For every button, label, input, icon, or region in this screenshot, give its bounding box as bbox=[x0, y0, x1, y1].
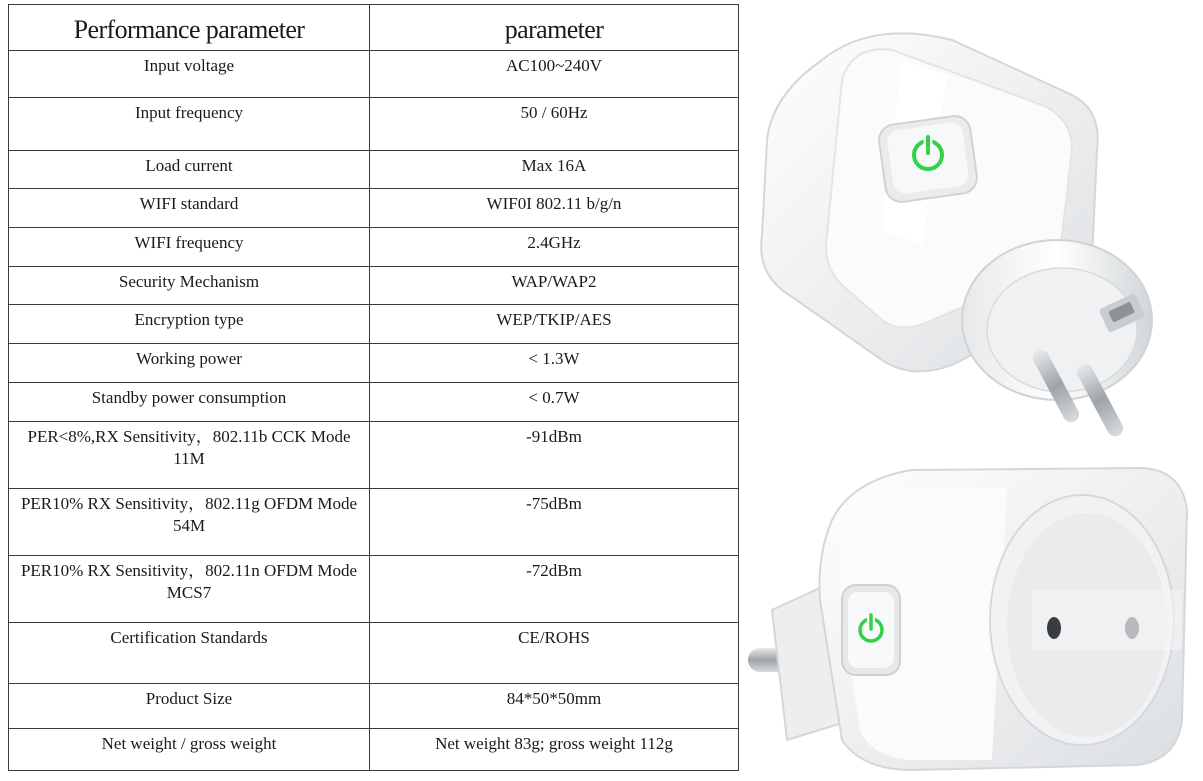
parameter-value-cell: 50 / 60Hz bbox=[370, 98, 739, 151]
table-row bbox=[9, 151, 739, 189]
table-row bbox=[9, 489, 739, 556]
parameter-name-cell: PER<8%,RX Sensitivity，802.11b CCK Mode 11M bbox=[9, 422, 370, 489]
table-row bbox=[9, 98, 739, 151]
parameter-name-cell: PER10% RX Sensitivity，802.11n OFDM Mode MCS7 bbox=[9, 556, 370, 623]
smart-plug-front-view bbox=[761, 33, 1152, 439]
parameter-value-cell: CE/ROHS bbox=[370, 623, 739, 684]
parameter-name-cell: Working power bbox=[9, 344, 370, 383]
parameter-value-cell: -72dBm bbox=[370, 556, 739, 623]
parameter-name-cell: PER10% RX Sensitivity，802.11g OFDM Mode 54M bbox=[9, 489, 370, 556]
parameter-value-cell: -75dBm bbox=[370, 489, 739, 556]
smart-plug-socket-view bbox=[748, 468, 1187, 770]
product-photos bbox=[742, 0, 1203, 781]
parameter-name-cell: Security Mechanism bbox=[9, 267, 370, 305]
parameter-value-cell: -91dBm bbox=[370, 422, 739, 489]
header-parameter: parameter bbox=[370, 5, 739, 51]
table-row bbox=[9, 344, 739, 383]
parameter-value-cell: Max 16A bbox=[370, 151, 739, 189]
parameter-name-cell: Standby power consumption bbox=[9, 383, 370, 422]
table-row bbox=[9, 422, 739, 489]
parameter-name-cell: Input frequency bbox=[9, 98, 370, 151]
table-row bbox=[9, 556, 739, 623]
parameter-value-cell: Net weight 83g; gross weight 112g bbox=[370, 729, 739, 771]
table-row bbox=[9, 189, 739, 228]
parameter-value-cell: 84*50*50mm bbox=[370, 684, 739, 729]
parameter-name-cell: WIFI standard bbox=[9, 189, 370, 228]
parameter-name-cell: Load current bbox=[9, 151, 370, 189]
table-row bbox=[9, 684, 739, 729]
parameter-value-cell: < 1.3W bbox=[370, 344, 739, 383]
parameter-value-cell: WIF0I 802.11 b/g/n bbox=[370, 189, 739, 228]
parameter-value-cell: WAP/WAP2 bbox=[370, 267, 739, 305]
parameter-name-cell: WIFI frequency bbox=[9, 228, 370, 267]
parameter-name-cell: Encryption type bbox=[9, 305, 370, 344]
table-row bbox=[9, 729, 739, 771]
parameter-value-cell: < 0.7W bbox=[370, 383, 739, 422]
spec-table bbox=[8, 4, 739, 771]
table-row bbox=[9, 228, 739, 267]
table-row bbox=[9, 623, 739, 684]
parameter-name-cell: Certification Standards bbox=[9, 623, 370, 684]
parameter-value-cell: WEP/TKIP/AES bbox=[370, 305, 739, 344]
table-row bbox=[9, 267, 739, 305]
parameter-value-cell: AC100~240V bbox=[370, 51, 739, 98]
parameter-name-cell: Net weight / gross weight bbox=[9, 729, 370, 771]
parameter-name-cell: Product Size bbox=[9, 684, 370, 729]
header-performance-parameter: Performance parameter bbox=[9, 5, 370, 51]
table-row bbox=[9, 51, 739, 98]
table-header-row bbox=[9, 5, 739, 51]
table-row bbox=[9, 305, 739, 344]
parameter-value-cell: 2.4GHz bbox=[370, 228, 739, 267]
table-row bbox=[9, 383, 739, 422]
parameter-name-cell: Input voltage bbox=[9, 51, 370, 98]
